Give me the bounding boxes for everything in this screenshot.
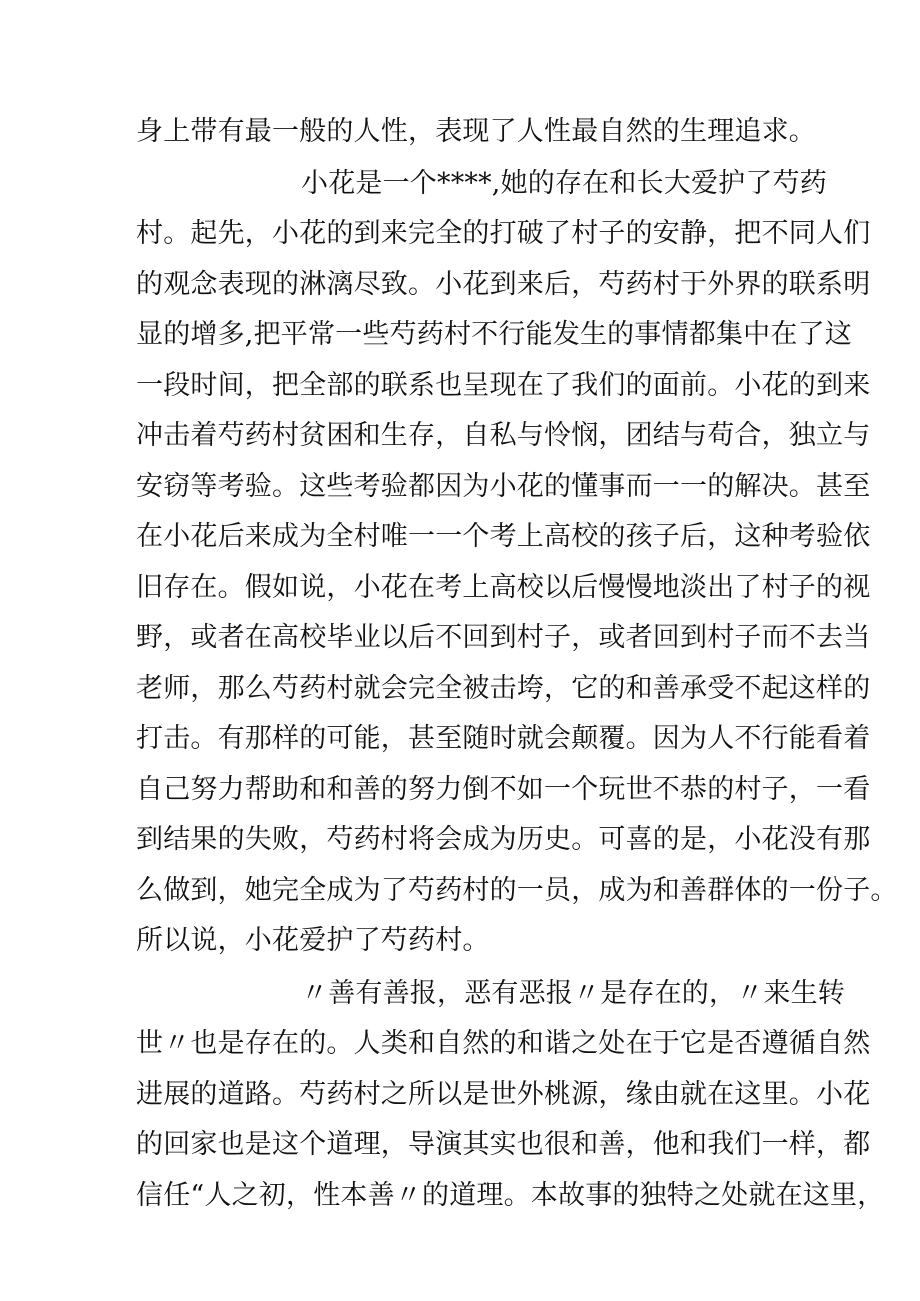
paragraph-3-line-5: 信任“人之初，性本善〃的道理。本故事的独特之处就在这里， <box>136 1180 885 1211</box>
paragraph-2-line-14: 到结果的失败，芍药村将会成为历史。可喜的是，小花没有那 <box>136 824 871 855</box>
paragraph-2-line-6: 冲击着芍药村贫困和生存，自私与怜悯，团结与苟合，独立与 <box>136 420 871 451</box>
paragraph-2-line-2: 村。起先，小花的到来完全的打破了村子的安静，把不同人们 <box>136 218 871 249</box>
paragraph-2-line-11: 老师，那么芍药村就会完全被击垮，它的和善承受不起这样的 <box>136 673 871 704</box>
paragraph-1-line-1: 身上带有最一般的人性，表现了人性最自然的生理追求。 <box>136 116 816 147</box>
paragraph-2-line-7: 安窃等考验。这些考验都因为小花的懂事而一一的解决。甚至 <box>136 471 871 502</box>
paragraph-2-line-3: 的观念表现的淋漓尽致。小花到来后，芍药村于外界的联系明 <box>136 269 871 300</box>
paragraph-2-line-8: 在小花后来成为全村唯一一个考上高校的孩子后，这种考验依 <box>136 521 871 552</box>
paragraph-2-line-1: 小花是一个****,她的存在和长大爱护了芍药 <box>301 168 827 199</box>
paragraph-2-line-16: 所以说，小花爱护了芍药村。 <box>136 925 490 956</box>
paragraph-2-line-13: 自己努力帮助和和善的努力倒不如一个玩世不恭的村子，一看 <box>136 774 871 805</box>
paragraph-2-line-5: 一段时间，把全部的联系也呈现在了我们的面前。小花的到来 <box>136 370 871 401</box>
paragraph-2-line-9: 旧存在。假如说，小花在考上高校以后慢慢地淡出了村子的视 <box>136 572 871 603</box>
paragraph-2-line-10: 野，或者在高校毕业以后不回到村子，或者回到村子而不去当 <box>136 622 871 653</box>
paragraph-3-line-4: 的回家也是这个道理，导演其实也很和善，他和我们一样，都 <box>136 1129 871 1160</box>
paragraph-3-line-3: 进展的道路。芍药村之所以是世外桃源，缘由就在这里。小花 <box>136 1079 871 1110</box>
paragraph-2-line-12: 打击。有那样的可能，甚至随时就会颠覆。因为人不行能看着 <box>136 723 871 754</box>
paragraph-2-line-15: 么做到，她完全成为了芍药村的一员，成为和善群体的一份子。 <box>136 875 898 906</box>
paragraph-3-line-2: 世〃也是存在的。人类和自然的和谐之处在于它是否遵循自然 <box>136 1028 871 1059</box>
paragraph-2-line-4: 显的增多,把平常一些芍药村不行能发生的事情都集中在了这 <box>136 319 852 350</box>
paragraph-3-line-1: 〃善有善报，恶有恶报〃是存在的，〃来生转 <box>301 978 845 1009</box>
